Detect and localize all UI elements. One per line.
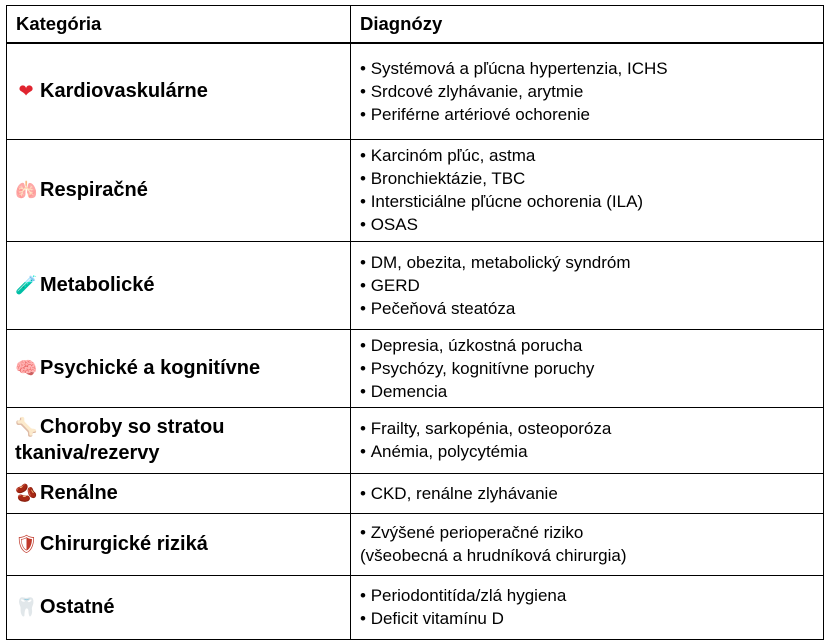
table-row: [7, 241, 824, 329]
header-diagnoses: Diagnózy: [351, 6, 824, 44]
list-item: • DM, obezita, metabolický syndróm: [360, 251, 823, 274]
heart-icon: ❤: [18, 81, 34, 102]
list-item: • Zvýšené perioperačné riziko: [360, 521, 823, 544]
category-cell: [7, 241, 351, 329]
table-row: [7, 407, 824, 473]
category-label: Psychické a kognitívne: [40, 357, 261, 379]
shield-icon: 🛡: [15, 534, 38, 554]
list-item: • CKD, renálne zlyhávanie: [360, 482, 823, 505]
category-label: Ostatné: [40, 596, 115, 618]
list-item: • Bronchiektázie, TBC: [360, 167, 823, 190]
category-cell: [7, 43, 351, 139]
list-item: • OSAS: [360, 213, 823, 236]
list-item: • Psychózy, kognitívne poruchy: [360, 357, 823, 380]
list-item: • Deficit vitamínu D: [360, 607, 823, 630]
table-row: [7, 575, 824, 639]
table-header-row: [7, 6, 824, 44]
category-cell: [7, 473, 351, 513]
table-row: [7, 473, 824, 513]
brain-icon: 🧠: [15, 358, 38, 378]
category-label: Metabolické: [40, 274, 155, 296]
lungs-icon: 🫁: [15, 180, 38, 200]
diagnoses-cell: [351, 329, 824, 407]
category-label: Kardiovaskulárne: [40, 80, 208, 103]
diagnoses-table: [6, 5, 824, 640]
diagnoses-cell: [351, 473, 824, 513]
test-tube-icon: 🧪: [15, 275, 38, 295]
diagnoses-cell: [351, 513, 824, 575]
list-item: • Frailty, sarkopénia, osteoporóza: [360, 417, 823, 440]
table-row: [7, 513, 824, 575]
list-item: • Depresia, úzkostná porucha: [360, 334, 823, 357]
category-cell: [7, 575, 351, 639]
category-cell: [7, 329, 351, 407]
diagnoses-cell: [351, 575, 824, 639]
diagnoses-cell: [351, 241, 824, 329]
table-row: [7, 43, 824, 139]
diagnoses-cell: [351, 407, 824, 473]
list-item: • Demencia: [360, 380, 823, 403]
table-row: [7, 329, 824, 407]
category-cell: [7, 139, 351, 241]
category-label: Respiračné: [40, 179, 148, 201]
list-item: • Pečeňová steatóza: [360, 297, 823, 320]
list-item: (všeobecná a hrudníková chirurgia): [360, 546, 627, 565]
tooth-icon: 🦷: [15, 597, 38, 617]
list-item: • Intersticiálne pľúcne ochorenia (ILA): [360, 190, 823, 213]
list-item: • Periférne artériové ochorenie: [360, 103, 823, 126]
category-label: Chirurgické riziká: [40, 533, 208, 555]
category-label: Renálne: [40, 482, 118, 504]
diagnoses-cell: [351, 139, 824, 241]
kidney-beans-icon: 🫘: [15, 483, 38, 503]
category-cell: [7, 407, 351, 473]
category-cell: [7, 513, 351, 575]
list-item: • Anémia, polycytémia: [360, 440, 823, 463]
diagnoses-cell: [351, 43, 824, 139]
list-item: • Periodontitída/zlá hygiena: [360, 584, 823, 607]
list-item: • GERD: [360, 274, 823, 297]
bone-icon: 🦴: [15, 417, 38, 437]
header-category: Kategória: [7, 6, 351, 44]
list-item: • Srdcové zlyhávanie, arytmie: [360, 80, 823, 103]
category-label: Choroby so stratou tkaniva/rezervy: [15, 416, 225, 464]
table-row: [7, 139, 824, 241]
list-item: • Systémová a pľúcna hypertenzia, ICHS: [360, 57, 823, 80]
list-item: • Karcinóm pľúc, astma: [360, 144, 823, 167]
